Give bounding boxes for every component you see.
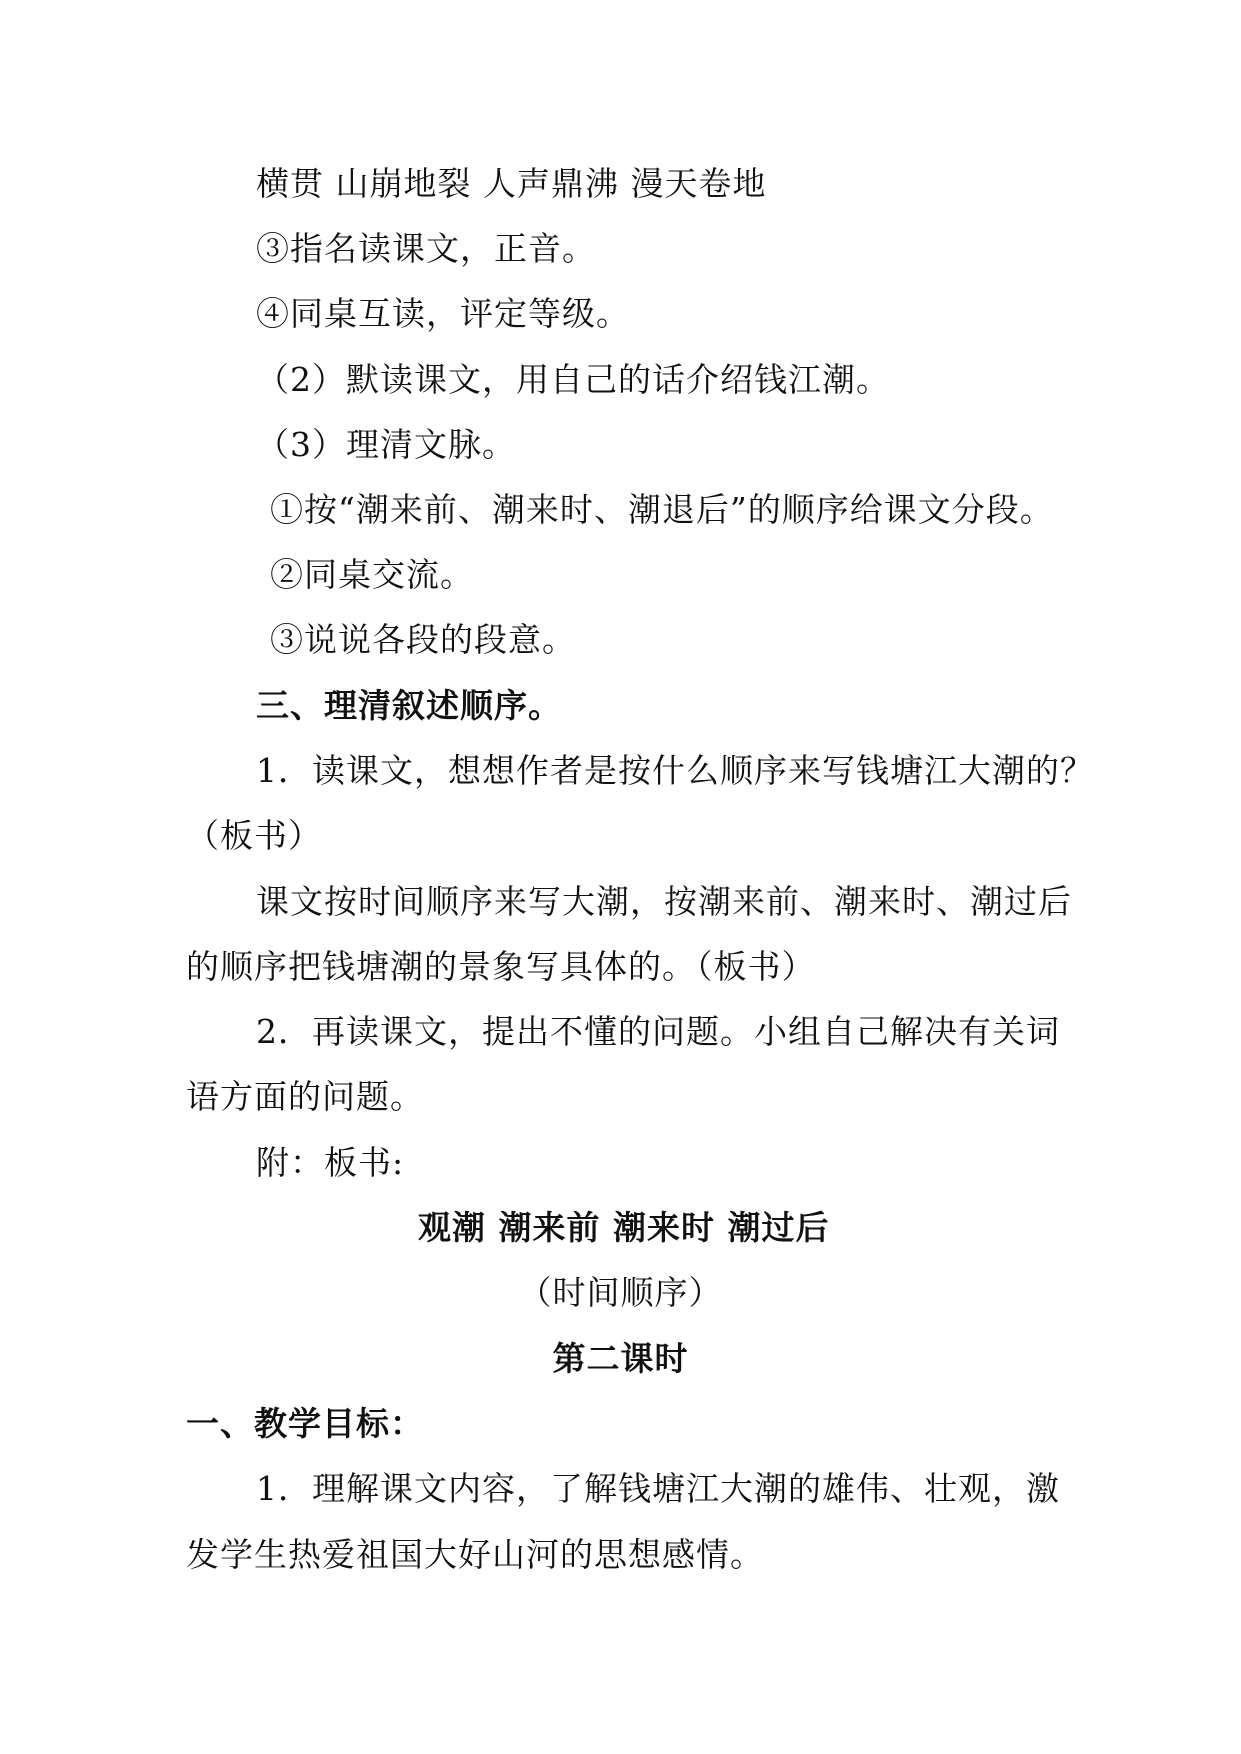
text-line: 2．再读课文，提出不懂的问题。小组自己解决有关词 [256, 1012, 1060, 1051]
text-line: （3）理清文脉。 [256, 425, 516, 464]
section-heading: 一、教学目标： [186, 1404, 424, 1443]
board-outline: 观潮 潮来前 潮来时 潮过后 [418, 1208, 830, 1247]
text-line: 附：板书: [256, 1143, 405, 1182]
text-line: 横贯 山崩地裂 人声鼎沸 漫天卷地 [256, 164, 767, 203]
text-line: （2）默读课文，用自己的话介绍钱江潮。 [256, 360, 890, 399]
text-line: ③说说各段的段意。 [270, 620, 576, 659]
text-line: ②同桌交流。 [270, 555, 474, 594]
text-line: ④同桌互读，评定等级。 [256, 294, 630, 333]
text-line: 发学生热爱祖国大好山河的思想感情。 [186, 1535, 764, 1574]
text-line: （板书） [186, 816, 322, 855]
lesson-title: 第二课时 [552, 1339, 689, 1378]
text-line: 1．理解课文内容，了解钱塘江大潮的雄伟、壮观，激 [256, 1469, 1060, 1508]
text-line: ③指名读课文，正音。 [256, 229, 596, 268]
text-line: ①按“潮来前、潮来时、潮退后”的顺序给课文分段。 [270, 490, 1054, 529]
text-line: 的顺序把钱塘潮的景象写具体的。（板书） [186, 947, 816, 986]
board-note: （时间顺序） [518, 1273, 723, 1312]
text-line: 1．读课文，想想作者是按什么顺序来写钱塘江大潮的？ [256, 751, 1094, 790]
text-line: 语方面的问题。 [186, 1077, 424, 1116]
section-heading: 三、理清叙述顺序。 [256, 686, 562, 725]
text-line: 课文按时间顺序来写大潮，按潮来前、潮来时、潮过后 [256, 882, 1072, 921]
